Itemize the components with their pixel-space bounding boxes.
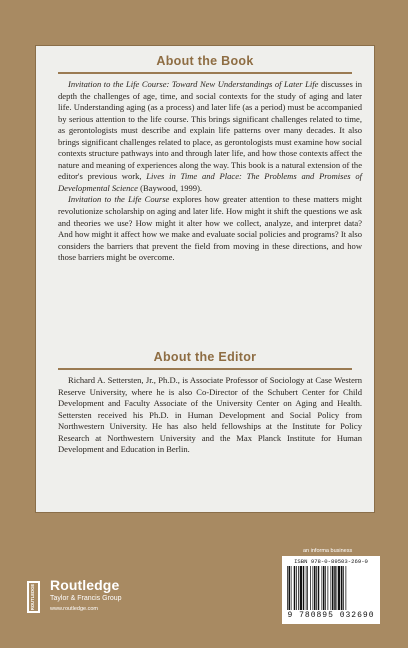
publisher-url: www.routledge.com — [50, 606, 98, 612]
barcode-bars — [287, 566, 375, 610]
book-title: Invitation to the Life Course: Toward New Understandings of Later Life — [68, 79, 319, 89]
about-book-text — [58, 79, 362, 264]
previous-work-title: Lives in Time and Place: The Problems and Promises of Developmental Science — [58, 171, 362, 193]
about-book-rule — [58, 72, 352, 74]
about-editor-heading: About the Editor — [153, 350, 257, 364]
publisher-group: Taylor & Francis Group — [50, 595, 122, 602]
about-book-paragraph-1 — [58, 79, 362, 194]
informa-tagline: an informa business — [303, 548, 353, 554]
p2-text: explores how greater attention to these matters might revolutionize scholarship on aging and later life. How might it shift the questions we ask and theories we use? How might it alter how we collect, analyze, and interpret data? And how might it affect how we make and evaluate social policies and programs? It also considers the barriers that prevent the field from moving in these directions, and how those barriers might be overcome. — [58, 194, 362, 263]
about-book-paragraph-2 — [58, 194, 362, 263]
publisher-block — [22, 575, 162, 623]
editor-bio: Richard A. Settersten, Jr., Ph.D., is Associate Professor of Sociology at Case Western Reserve University, where he is also Co-Director of the Schubert Center for Child Development and Faculty Associate of the University Center on Aging and Health. Settersten received his Ph.D. in Human Development and Social Policy from Northwestern University. He has also held fellowships at the Institute for Policy Research at Northwestern University and the Max Planck Institute for Human Development and Education in Berlin. — [58, 375, 362, 455]
about-editor-rule — [58, 368, 352, 370]
about-editor-text — [58, 375, 362, 456]
isbn-number: ISBN 978-0-89503-269-0 — [294, 558, 368, 565]
isbn-barcode — [282, 556, 380, 624]
publisher-name: Routledge — [50, 577, 120, 593]
routledge-logo-icon — [22, 577, 46, 617]
p1-text-b: (Baywood, 1999). — [137, 182, 203, 193]
logo-spine-text: ROUTLEDGE — [30, 583, 35, 611]
back-cover-panel — [35, 45, 375, 513]
barcode-digits: 9 780895 032690 — [287, 611, 375, 620]
book-title-short: Invitation to the Life Course — [68, 194, 170, 205]
about-book-heading: About the Book — [156, 54, 254, 68]
p1-text-a: discusses in depth the challenges of age, time, and social contexts for the study of aging and later life. Understanding aging (as a process) and later life (as a period) must be accompanied by serious attention to the life course. This brings significant challenges related to time, as gerontologists must describe and explain life patterns over many decades. It also brings significant challenges related to place, as gerontologists must examine how social contexts structure pathways into and through later life, and how those contexts affect the nature and meaning of experiences along the way. This book is a natural extension of the editor's previous work, — [58, 79, 362, 182]
